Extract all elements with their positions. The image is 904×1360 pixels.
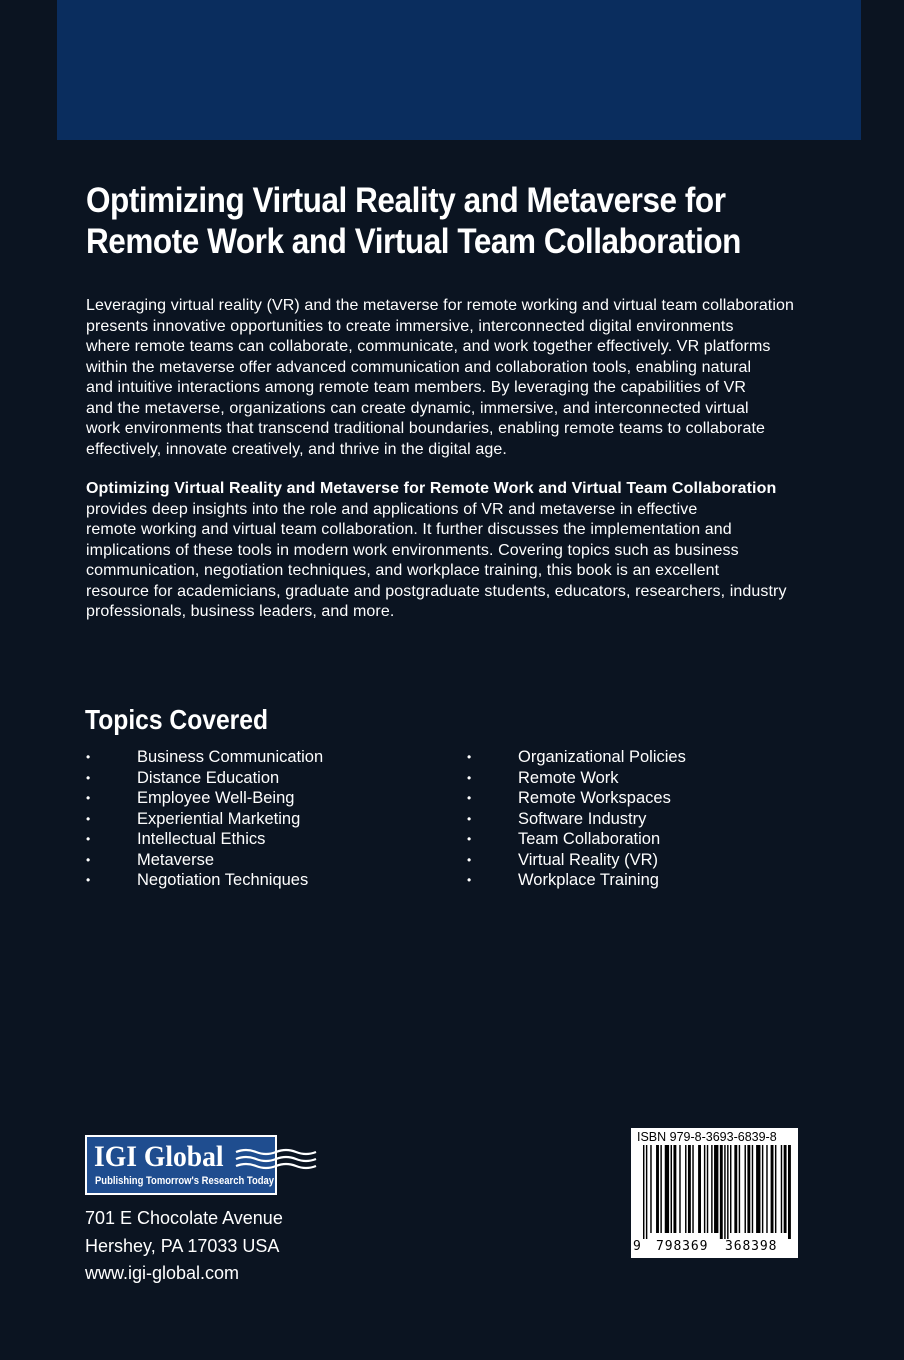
barcode-bar <box>714 1145 718 1233</box>
barcode-bar <box>685 1145 686 1233</box>
description-line: presents innovative opportunities to create immersive, interconnected digital environments <box>86 317 734 335</box>
topic-label: Team Collaboration <box>518 830 661 848</box>
description-line: professionals, business leaders, and more. <box>86 603 395 620</box>
barcode-bar <box>781 1145 782 1233</box>
barcode-bar <box>724 1145 725 1239</box>
topic-label: Remote Work <box>518 768 619 787</box>
barcode-bar <box>673 1145 676 1233</box>
bullet-icon: • <box>86 832 91 846</box>
bullet-icon: • <box>86 770 91 785</box>
description-paragraph-1 <box>86 296 836 460</box>
barcode-bar <box>688 1145 691 1233</box>
barcode-bar <box>775 1145 776 1233</box>
barcode-bar <box>646 1145 647 1239</box>
barcode-bar <box>671 1145 672 1233</box>
barcode-bar <box>707 1145 708 1233</box>
book-title-line-2: Remote Work and Virtual Team Collaboration <box>86 222 741 261</box>
barcode-bar <box>650 1145 651 1233</box>
barcode-bar <box>704 1145 705 1233</box>
description-line: Leveraging virtual reality (VR) and the metaverse for remote working and virtual team collaboration <box>86 297 795 314</box>
topic-label: Workplace Training <box>518 871 659 889</box>
barcode-bar <box>734 1145 737 1233</box>
isbn-barcode <box>631 1128 798 1258</box>
barcode-bar <box>784 1145 787 1233</box>
barcode-bar <box>747 1145 750 1233</box>
barcode-bar <box>766 1145 767 1233</box>
barcode-bar <box>720 1145 723 1239</box>
topic-label: Metaverse <box>137 850 215 869</box>
barcode-bar <box>752 1145 753 1233</box>
barcode-digits-group-2: 368398 <box>725 1239 778 1254</box>
publisher-address <box>85 1205 283 1288</box>
barcode-bar <box>660 1145 661 1233</box>
topic-label: Intellectual Ethics <box>137 830 266 848</box>
top-color-band <box>57 0 861 140</box>
description-line: within the metaverse offer advanced communication and collaboration tools, enabling natural <box>86 358 752 376</box>
logo-waves-icon <box>234 1147 318 1173</box>
barcode-digit-first: 9 <box>633 1239 641 1254</box>
description-line: and the metaverse, organizations can create dynamic, immersive, and interconnected virtual <box>86 399 749 417</box>
topic-label: Virtual Reality (VR) <box>518 850 658 869</box>
publisher-logo-tagline: Publishing Tomorrow's Research Today <box>95 1175 275 1187</box>
description-line: remote working and virtual team collaboration. It further discusses the implementation and <box>86 521 732 538</box>
barcode-bar <box>756 1145 760 1233</box>
description-book-title-bold: Optimizing Virtual Reality and Metaverse for Remote Work and Virtual Team Collaboration <box>86 480 777 497</box>
topic-label: Distance Education <box>137 768 280 787</box>
topic-label: Employee Well-Being <box>137 789 295 807</box>
topic-label: Organizational Policies <box>518 748 686 766</box>
isbn-label: ISBN 979-8-3693-6839-8 <box>637 1130 777 1144</box>
bullet-icon: • <box>86 811 91 826</box>
topic-label: Remote Workspaces <box>518 789 671 807</box>
bullet-icon: • <box>86 873 91 887</box>
description-line: resource for academicians, graduate and postgraduate students, educators, researchers, industry <box>86 582 787 600</box>
barcode-bar <box>745 1145 746 1233</box>
description-line: and intuitive interactions among remote team members. By leveraging the capabilities of VR <box>86 379 746 396</box>
barcode-bar <box>730 1145 731 1233</box>
barcode-bar <box>771 1145 774 1233</box>
description-line: work environments that transcend traditional boundaries, enabling remote teams to collaborate <box>86 420 766 437</box>
bullet-icon: • <box>86 750 91 764</box>
barcode-bar <box>643 1145 644 1239</box>
description-line: communication, negotiation techniques, and workplace training, this book is an excellent <box>86 562 720 579</box>
barcode-bar <box>679 1145 680 1233</box>
bullet-icon: • <box>86 852 91 867</box>
topic-label: Business Communication <box>137 748 324 766</box>
topic-label: Negotiation Techniques <box>137 871 309 889</box>
publisher-website: www.igi-global.com <box>85 1263 240 1283</box>
bullet-icon: • <box>467 750 472 764</box>
bullet-icon: • <box>467 811 472 826</box>
barcode-bar <box>656 1145 659 1233</box>
address-line-2: Hershey, PA 17033 USA <box>85 1235 280 1256</box>
description-paragraph-2 <box>86 479 836 623</box>
description-line: where remote teams can collaborate, communicate, and work together effectively. VR platforms <box>86 338 771 355</box>
description-line: effectively, innovate creatively, and thrive in the digital age. <box>86 440 507 458</box>
publisher-logo-name: IGI Global <box>94 1140 224 1173</box>
barcode-bar <box>727 1145 728 1239</box>
bullet-icon: • <box>467 791 472 805</box>
bullet-icon: • <box>467 770 472 785</box>
bullet-icon: • <box>467 832 472 846</box>
barcode-bar <box>739 1145 740 1233</box>
barcode-bars <box>631 1145 798 1239</box>
barcode-bar <box>711 1145 712 1233</box>
barcode-bar <box>788 1145 791 1239</box>
bullet-icon: • <box>467 852 472 867</box>
barcode-bar <box>762 1145 763 1233</box>
barcode-bar <box>692 1145 693 1233</box>
topics-heading: Topics Covered <box>85 704 269 735</box>
book-title-line-1: Optimizing Virtual Reality and Metaverse for <box>86 181 726 220</box>
description-line: provides deep insights into the role and applications of VR and metaverse in effective <box>86 500 698 518</box>
topic-label: Software Industry <box>518 809 647 828</box>
barcode-bar <box>665 1145 669 1233</box>
bullet-icon: • <box>86 791 91 805</box>
barcode-digits-group-1: 798369 <box>656 1239 709 1254</box>
barcode-bar <box>698 1145 701 1233</box>
bullet-icon: • <box>467 873 472 887</box>
book-title <box>86 180 847 262</box>
description-line: implications of these tools in modern work environments. Covering topics such as business <box>86 541 739 559</box>
address-line-1: 701 E Chocolate Avenue <box>85 1208 283 1228</box>
topic-label: Experiential Marketing <box>137 809 301 828</box>
